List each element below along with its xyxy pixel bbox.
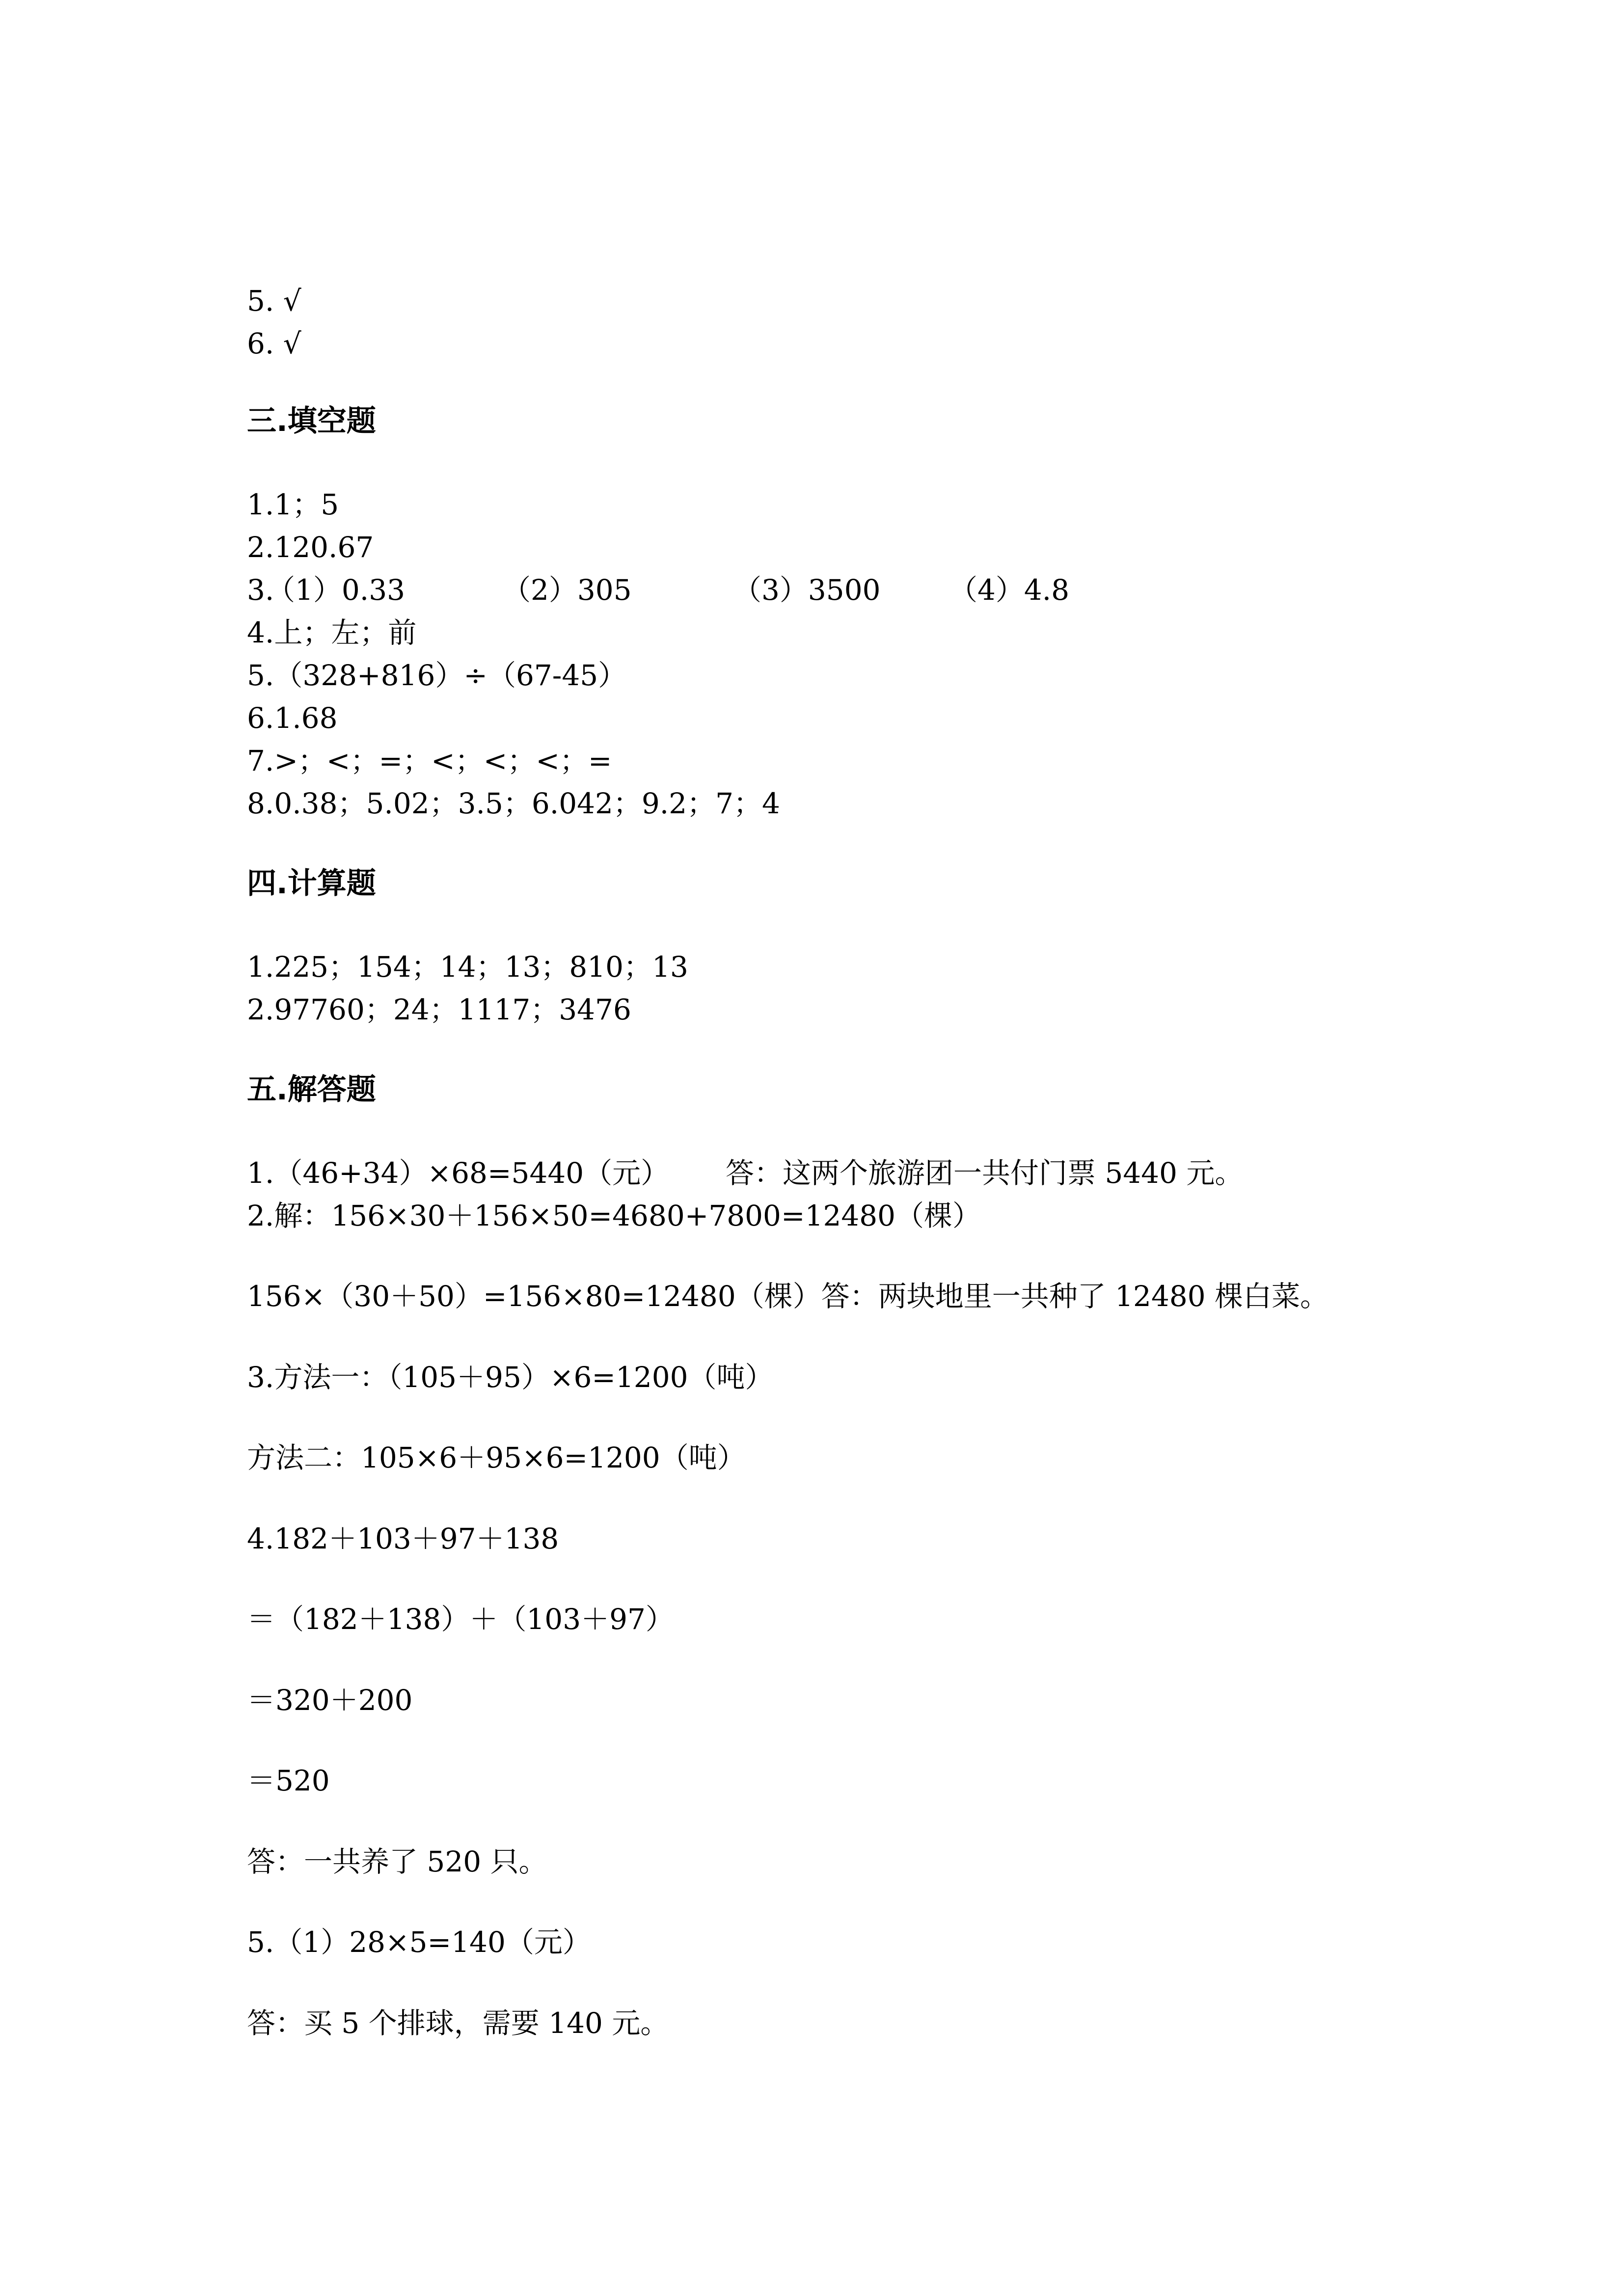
- answer-line-5-3-method-1: 3.方法一：（105＋95）×6=1200（吨）: [247, 1361, 774, 1394]
- answer-3-3-part-4: （4）4.8: [949, 573, 1070, 607]
- answer-line-5-4-step-4: ＝520: [247, 1764, 330, 1797]
- answer-3-3-part-2: （2）305: [502, 573, 632, 607]
- answer-line-3-8: 8.0.38；5.02；3.5；6.042；9.2；7；4: [247, 787, 780, 820]
- answer-line-judge-6: 6. √: [247, 327, 301, 360]
- section-heading-fill-in: 三.填空题: [247, 404, 376, 438]
- answer-3-3-part-1: （1）0.33: [267, 573, 406, 607]
- answer-line-3-2: 2.120.67: [247, 531, 374, 564]
- answer-line-3-7: 7.>；<；=；<；<；<；=: [247, 744, 612, 777]
- answer-line-4-1: 1.225；154；14；13；810；13: [247, 950, 688, 984]
- answer-3-3-number: 3.: [247, 573, 274, 607]
- answer-line-5-4-step-2: ＝（182＋138）＋（103＋97）: [247, 1602, 674, 1636]
- answer-line-judge-5: 5. √: [247, 284, 301, 318]
- answer-line-5-5-calc: 5.（1）28×5=140（元）: [247, 1925, 591, 1959]
- answer-5-1-calculation: 1.（46+34）×68=5440（元）: [247, 1156, 670, 1190]
- answer-line-3-1: 1.1；5: [247, 488, 339, 521]
- answer-line-4-2: 2.97760；24；1117；3476: [247, 993, 631, 1026]
- section-heading-word-problems: 五.解答题: [247, 1072, 376, 1107]
- answer-line-5-2: 2.解：156×30＋156×50=4680+7800=12480（棵）: [247, 1199, 981, 1232]
- answer-line-5-3-method-2: 方法二：105×6＋95×6=1200（吨）: [247, 1441, 746, 1474]
- answer-line-5-4-step-3: ＝320＋200: [247, 1683, 413, 1717]
- answer-5-1-answer: 答：这两个旅游团一共付门票 5440 元。: [726, 1156, 1244, 1190]
- answer-line-3-5: 5.（328+816）÷（67-45）: [247, 659, 627, 692]
- answer-line-3-3: [247, 573, 1131, 607]
- answer-line-5-4-answer: 答：一共养了 520 只。: [247, 1845, 547, 1878]
- answer-3-3-part-3: （3）3500: [733, 573, 881, 607]
- answer-line-5-2-alt: 156×（30＋50）=156×80=12480（棵）答：两块地里一共种了 12480 棵白菜。: [247, 1280, 1329, 1313]
- answer-line-3-4: 4.上；左；前: [247, 616, 417, 649]
- answer-line-5-5-answer: 答：买 5 个排球，需要 140 元。: [247, 2006, 669, 2040]
- answer-line-5-4-step-1: 4.182＋103＋97＋138: [247, 1522, 559, 1555]
- answer-line-5-1: [247, 1156, 1425, 1190]
- answer-line-3-6: 6.1.68: [247, 701, 338, 735]
- section-heading-calculation: 四.计算题: [247, 866, 376, 901]
